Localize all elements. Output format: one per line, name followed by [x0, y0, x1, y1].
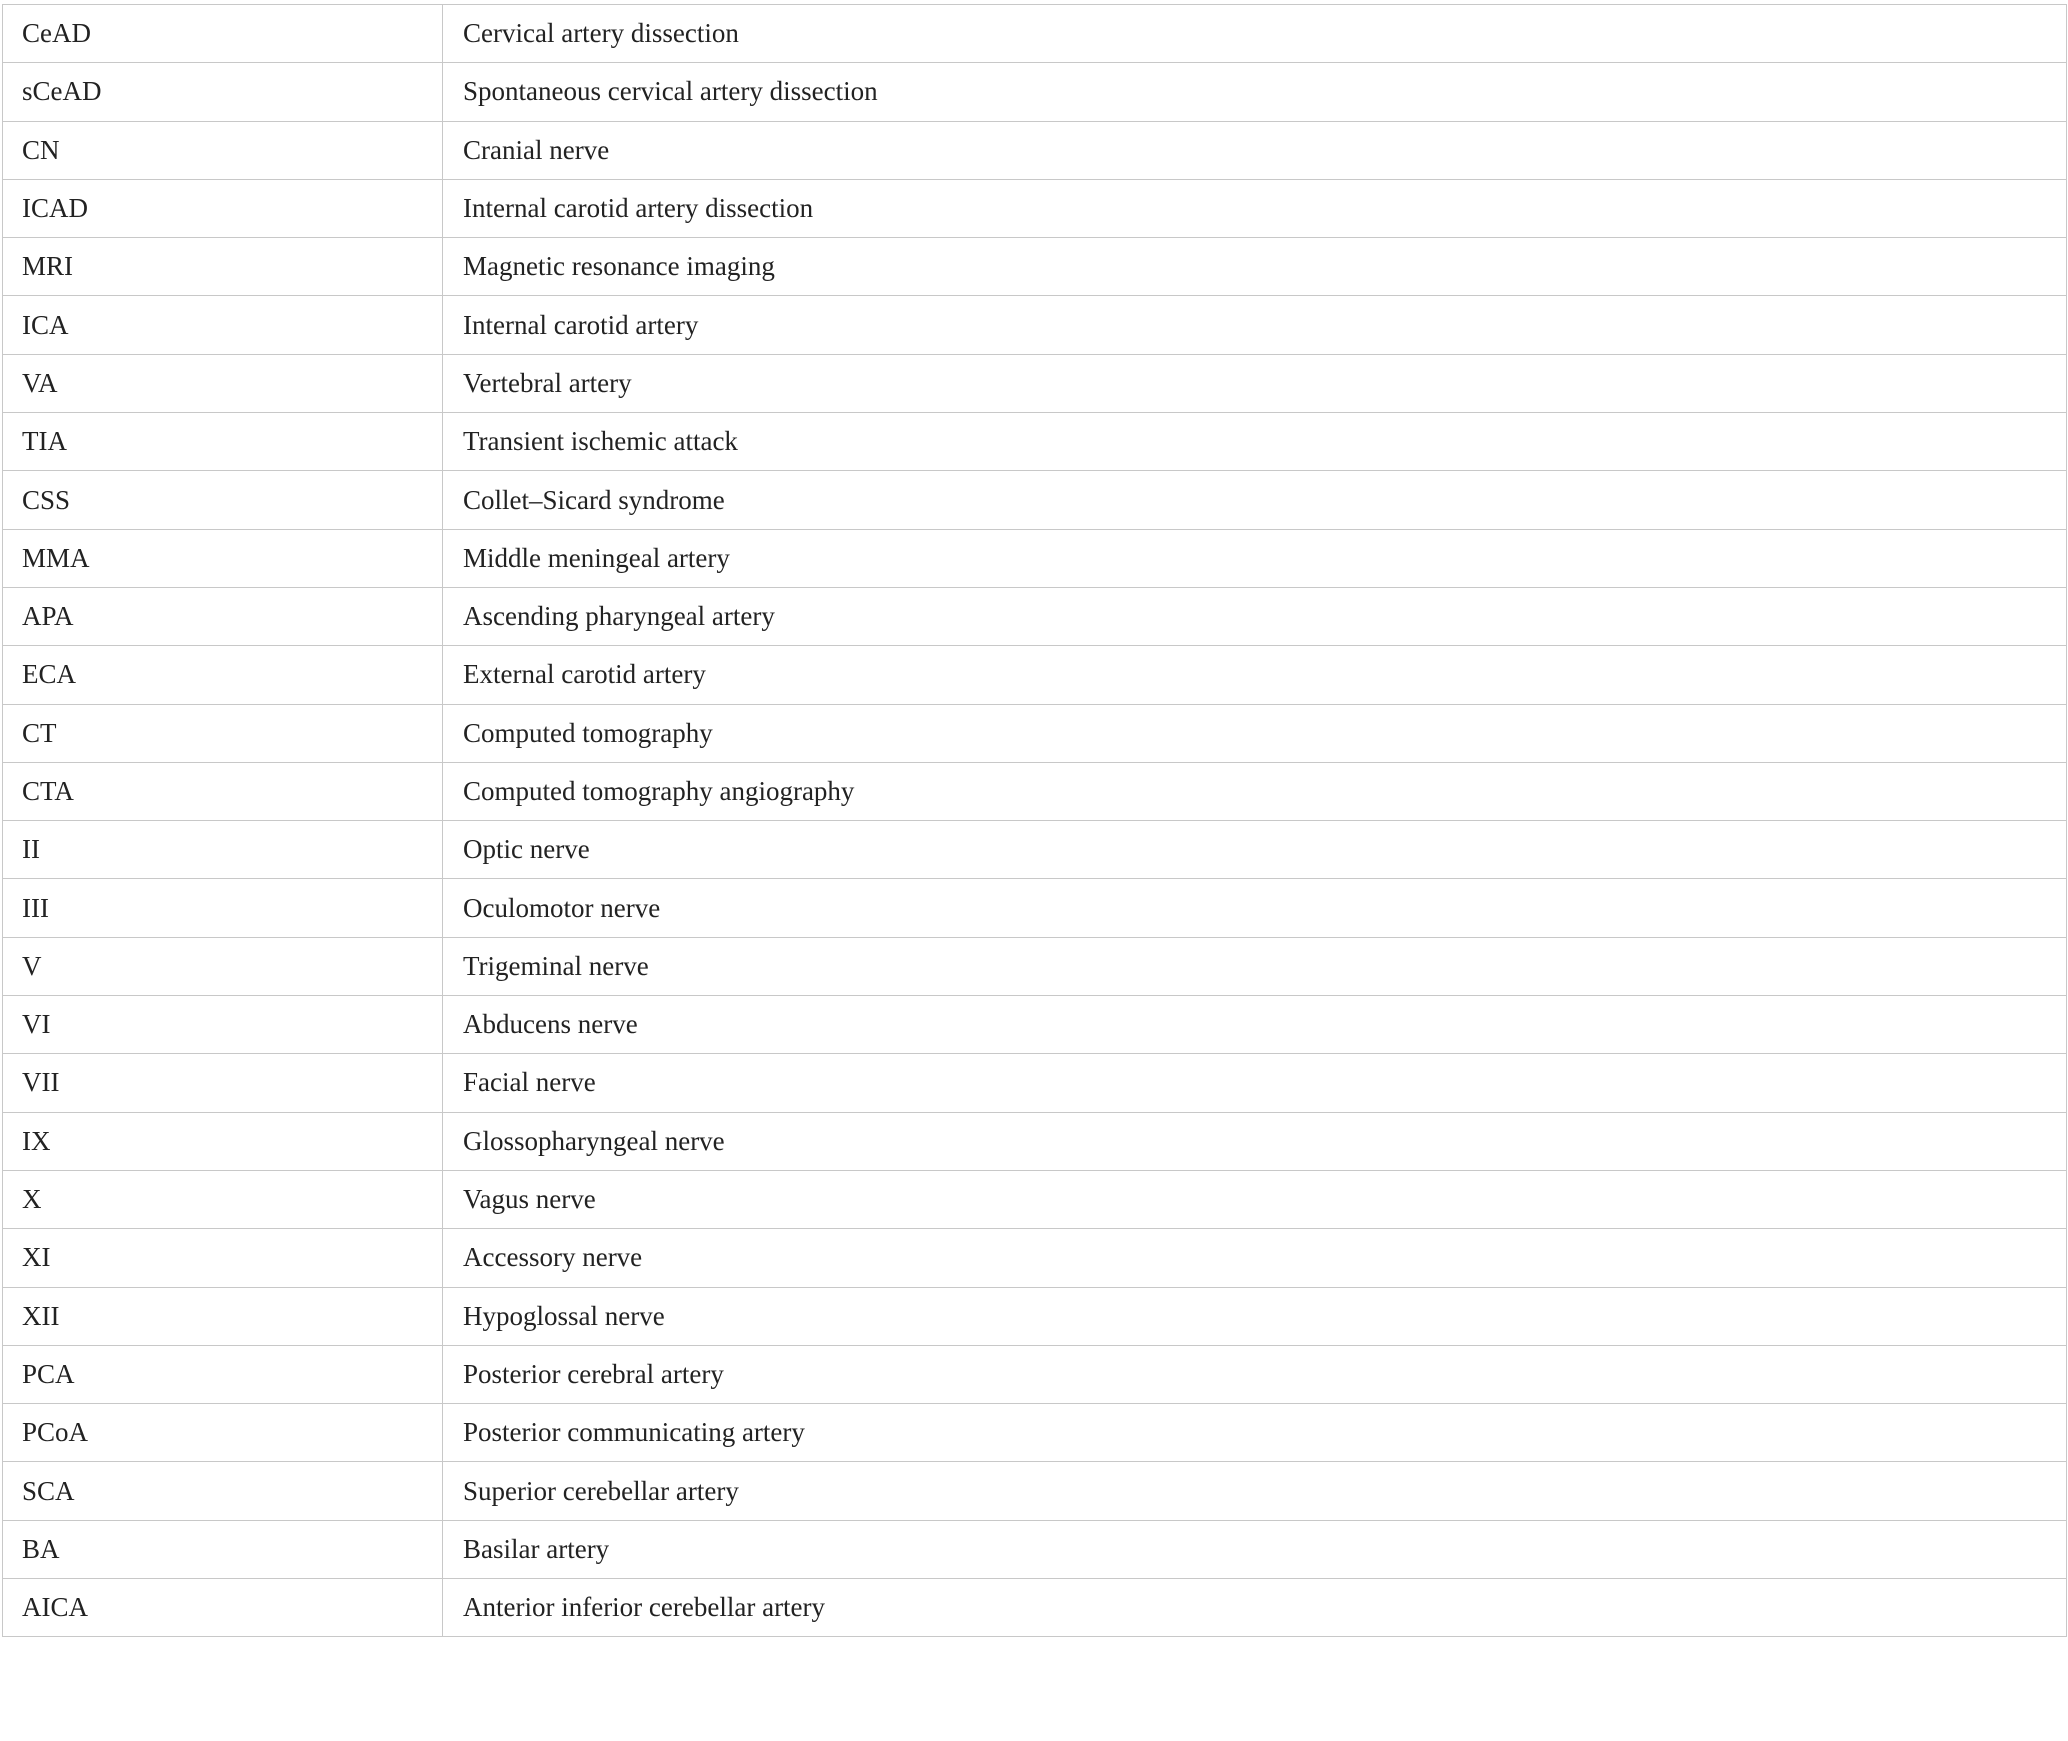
- abbreviation-cell: BA: [3, 1520, 443, 1578]
- table-row: [3, 937, 2067, 995]
- definition-cell: Computed tomography angiography: [443, 762, 2067, 820]
- table-row: [3, 413, 2067, 471]
- table-row: [3, 354, 2067, 412]
- table-row: [3, 529, 2067, 587]
- table-row: [3, 63, 2067, 121]
- abbreviation-cell: IX: [3, 1112, 443, 1170]
- definition-cell: Cervical artery dissection: [443, 5, 2067, 63]
- definition-cell: Posterior cerebral artery: [443, 1345, 2067, 1403]
- definition-cell: Magnetic resonance imaging: [443, 238, 2067, 296]
- table-row: [3, 1170, 2067, 1228]
- abbreviation-cell: VI: [3, 996, 443, 1054]
- abbreviation-cell: sCeAD: [3, 63, 443, 121]
- definition-cell: External carotid artery: [443, 646, 2067, 704]
- abbreviation-cell: CTA: [3, 762, 443, 820]
- abbreviation-cell: ICAD: [3, 179, 443, 237]
- abbreviation-cell: CeAD: [3, 5, 443, 63]
- table-row: [3, 121, 2067, 179]
- definition-cell: Oculomotor nerve: [443, 879, 2067, 937]
- abbreviation-cell: AICA: [3, 1579, 443, 1637]
- definition-cell: Glossopharyngeal nerve: [443, 1112, 2067, 1170]
- definition-cell: Optic nerve: [443, 821, 2067, 879]
- table-row: [3, 1462, 2067, 1520]
- abbreviation-cell: PCoA: [3, 1404, 443, 1462]
- definition-cell: Vertebral artery: [443, 354, 2067, 412]
- table-row: [3, 5, 2067, 63]
- table-row: [3, 179, 2067, 237]
- table-row: [3, 879, 2067, 937]
- definition-cell: Superior cerebellar artery: [443, 1462, 2067, 1520]
- definition-cell: Internal carotid artery: [443, 296, 2067, 354]
- table-row: [3, 587, 2067, 645]
- abbreviation-cell: X: [3, 1170, 443, 1228]
- abbreviation-cell: CSS: [3, 471, 443, 529]
- abbreviation-cell: MRI: [3, 238, 443, 296]
- abbreviation-cell: ECA: [3, 646, 443, 704]
- abbreviations-table-body: [3, 5, 2067, 1637]
- abbreviations-table: [2, 4, 2067, 1637]
- abbreviations-table-container: [2, 4, 2068, 1637]
- abbreviation-cell: CN: [3, 121, 443, 179]
- abbreviation-cell: III: [3, 879, 443, 937]
- table-row: [3, 821, 2067, 879]
- abbreviation-cell: ICA: [3, 296, 443, 354]
- definition-cell: Hypoglossal nerve: [443, 1287, 2067, 1345]
- definition-cell: Computed tomography: [443, 704, 2067, 762]
- definition-cell: Anterior inferior cerebellar artery: [443, 1579, 2067, 1637]
- abbreviation-cell: TIA: [3, 413, 443, 471]
- abbreviation-cell: MMA: [3, 529, 443, 587]
- definition-cell: Ascending pharyngeal artery: [443, 587, 2067, 645]
- table-row: [3, 238, 2067, 296]
- abbreviation-cell: V: [3, 937, 443, 995]
- abbreviation-cell: CT: [3, 704, 443, 762]
- definition-cell: Abducens nerve: [443, 996, 2067, 1054]
- abbreviation-cell: PCA: [3, 1345, 443, 1403]
- definition-cell: Internal carotid artery dissection: [443, 179, 2067, 237]
- abbreviation-cell: VII: [3, 1054, 443, 1112]
- definition-cell: Middle meningeal artery: [443, 529, 2067, 587]
- table-row: [3, 1112, 2067, 1170]
- table-row: [3, 704, 2067, 762]
- abbreviation-cell: APA: [3, 587, 443, 645]
- definition-cell: Posterior communicating artery: [443, 1404, 2067, 1462]
- definition-cell: Trigeminal nerve: [443, 937, 2067, 995]
- definition-cell: Transient ischemic attack: [443, 413, 2067, 471]
- table-row: [3, 1345, 2067, 1403]
- table-row: [3, 762, 2067, 820]
- table-row: [3, 296, 2067, 354]
- abbreviation-cell: VA: [3, 354, 443, 412]
- definition-cell: Accessory nerve: [443, 1229, 2067, 1287]
- definition-cell: Facial nerve: [443, 1054, 2067, 1112]
- definition-cell: Collet–Sicard syndrome: [443, 471, 2067, 529]
- abbreviation-cell: XII: [3, 1287, 443, 1345]
- table-row: [3, 471, 2067, 529]
- table-row: [3, 1404, 2067, 1462]
- abbreviation-cell: SCA: [3, 1462, 443, 1520]
- table-row: [3, 996, 2067, 1054]
- definition-cell: Basilar artery: [443, 1520, 2067, 1578]
- abbreviation-cell: XI: [3, 1229, 443, 1287]
- table-row: [3, 1520, 2067, 1578]
- abbreviation-cell: II: [3, 821, 443, 879]
- table-row: [3, 1579, 2067, 1637]
- definition-cell: Spontaneous cervical artery dissection: [443, 63, 2067, 121]
- table-row: [3, 646, 2067, 704]
- table-row: [3, 1054, 2067, 1112]
- definition-cell: Cranial nerve: [443, 121, 2067, 179]
- definition-cell: Vagus nerve: [443, 1170, 2067, 1228]
- table-row: [3, 1287, 2067, 1345]
- table-row: [3, 1229, 2067, 1287]
